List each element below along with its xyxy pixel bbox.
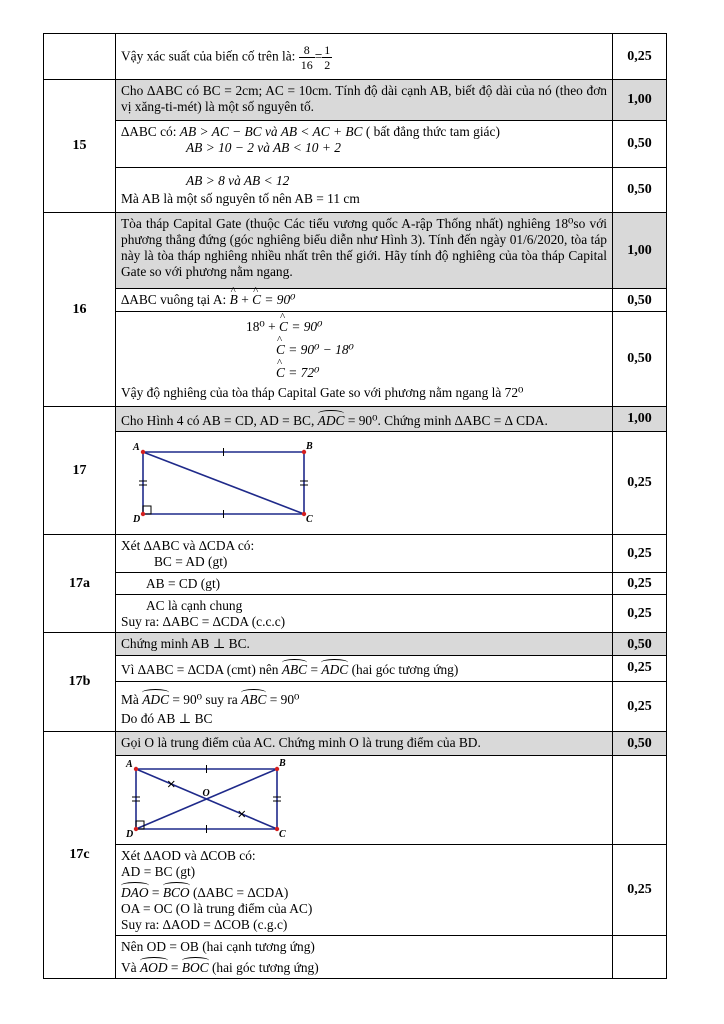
table-row <box>44 213 667 289</box>
conclusion-text: Vậy xác suất của biến cố trên là: <box>121 48 296 64</box>
table-row <box>44 936 667 979</box>
table-row <box>44 845 667 936</box>
table-row <box>44 407 667 432</box>
solution-step: ∆ABC vuông tại A: ^ B + ^ C = 90⁰ <box>116 289 613 312</box>
label-c: C <box>279 829 286 840</box>
score-cell: 0,50 <box>613 121 667 168</box>
vertex-d-dot <box>141 512 145 516</box>
solution-step: Nên OD = OB (hai cạnh tương ứng) Và AOD = BOC (hai góc tương ứng) <box>116 936 613 979</box>
table-row <box>44 633 667 656</box>
answer-key-table <box>43 33 667 979</box>
figure-cell <box>116 432 613 535</box>
diagonal-ac <box>143 452 304 514</box>
fraction: $\frac{8}{16}$ <box>300 42 313 72</box>
fraction: $\frac{1}{2}$ <box>324 42 331 72</box>
score-cell: 0,25 <box>613 845 667 936</box>
label-d: D <box>133 514 141 525</box>
solution-step: AB = CD (gt) <box>116 573 613 595</box>
table-row <box>44 121 667 168</box>
solution-step: Vì ∆ABC = ∆CDA (cmt) nên ABC = ADC (hai góc tương ứng) <box>116 656 613 682</box>
solution-step: AC là cạnh chung Suy ra: ∆ABC = ∆CDA (c.c.c) <box>116 595 613 633</box>
table-row <box>44 168 667 213</box>
table-row <box>44 756 667 845</box>
solution-step: ∆ABC có: AB > AC − BC và AB < AC + BC ( bất đẳng thức tam giác) AB > 10 − 2 và AB < 10 + 2 <box>116 121 613 168</box>
label-o: O <box>202 788 210 799</box>
vertex-d-dot <box>134 827 138 831</box>
question-number-17b: 17b <box>44 633 116 732</box>
label-b: B <box>306 441 313 452</box>
score-cell: 1,00 <box>613 213 667 289</box>
table-row <box>44 34 667 80</box>
table-row <box>44 80 667 121</box>
score-cell: 1,00 <box>613 407 667 432</box>
rectangle-figure-hinh4 <box>116 432 336 530</box>
score-cell: 0,25 <box>613 595 667 633</box>
score-cell: 0,25 <box>613 573 667 595</box>
score-cell: 0,25 <box>613 656 667 682</box>
score-cell: 0,25 <box>613 535 667 573</box>
table-row <box>44 732 667 756</box>
table-row <box>44 289 667 312</box>
problem-statement-17: Cho Hình 4 có AB = CD, AD = BC, ADC = 90⁰. Chứng minh ∆ABC = ∆ CDA. <box>116 407 613 432</box>
score-cell: 0,25 <box>613 682 667 732</box>
question-number-15: 15 <box>44 80 116 213</box>
answer-cell: Vậy xác suất của biến cố trên là: $\frac{8}{16}$ = $\frac{1}{2}$ <box>116 34 613 80</box>
question-number-17a: 17a <box>44 535 116 633</box>
score-cell: 0,50 <box>613 312 667 407</box>
solution-step: AB > 8 và AB < 12 Mà AB là một số nguyên tố nên AB = 11 cm <box>116 168 613 213</box>
table-row <box>44 595 667 633</box>
vertex-a-dot <box>134 767 138 771</box>
score-cell <box>613 936 667 979</box>
solution-step: Mà ADC = 90⁰ suy ra ABC = 90⁰ Do đó AB ⊥ BC <box>116 682 613 732</box>
score-cell: 1,00 <box>613 80 667 121</box>
score-cell: 0,50 <box>613 732 667 756</box>
score-cell: 0,50 <box>613 633 667 656</box>
score-cell <box>613 756 667 845</box>
score-cell: 0,25 <box>613 432 667 535</box>
table-row <box>44 573 667 595</box>
table-row <box>44 656 667 682</box>
solution-step: 18⁰ + ^ C = 90⁰ ^ C = 90⁰ − 18⁰ ^ C = 72⁰ Vậy độ nghiêng của tòa tháp Capital Gate so với phương nằm ngang là 72⁰ <box>116 312 613 407</box>
score-cell: 0,50 <box>613 168 667 213</box>
problem-statement-16: Tòa tháp Capital Gate (thuộc Các tiểu vương quốc A-rập Thống nhất) nghiêng 18⁰so với phương thẳng đứng (góc nghiêng biểu diễn như Hình 3). Tính đến ngày 01/6/2020, tòa táp này là tòa tháp nghiêng nhiều nhất trên thế giới. Hãy tính độ nghiêng của tòa tháp Capital Gate so với phương nằm ngang. <box>116 213 613 289</box>
table-row <box>44 682 667 732</box>
table-row <box>44 312 667 407</box>
label-b: B <box>279 758 286 769</box>
score-cell: 0,50 <box>613 289 667 312</box>
problem-statement-15: Cho ∆ABC có BC = 2cm; AC = 10cm. Tính độ dài cạnh AB, biết độ dài của nó (theo đơn vị xăng-ti-mét) là một số nguyên tố. <box>116 80 613 121</box>
label-a: A <box>133 442 140 453</box>
question-number-17: 17 <box>44 407 116 535</box>
problem-statement-17c: Gọi O là trung điểm của AC. Chứng minh O là trung điểm của BD. <box>116 732 613 756</box>
question-number-17c: 17c <box>44 732 116 979</box>
solution-step: Xét ∆AOD và ∆COB có: AD = BC (gt) DAO = BCO (∆ABC = ∆CDA) OA = OC (O là trung điểm của AC) Suy ra: ∆AOD = ∆COB (c.g.c) <box>116 845 613 936</box>
table-row <box>44 432 667 535</box>
question-number-16: 16 <box>44 213 116 407</box>
vertex-a-dot <box>141 450 145 454</box>
figure-cell <box>116 756 613 845</box>
table-row <box>44 535 667 573</box>
label-c: C <box>306 514 313 525</box>
label-d: D <box>126 829 134 840</box>
problem-statement-17b: Chứng minh AB ⊥ BC. <box>116 633 613 656</box>
solution-step: Xét ∆ABC và ∆CDA có: BC = AD (gt) <box>116 535 613 573</box>
label-a: A <box>126 759 133 770</box>
question-number-cell <box>44 34 116 80</box>
rectangle-figure-diagonals <box>116 756 296 840</box>
score-cell: 0,25 <box>613 34 667 80</box>
